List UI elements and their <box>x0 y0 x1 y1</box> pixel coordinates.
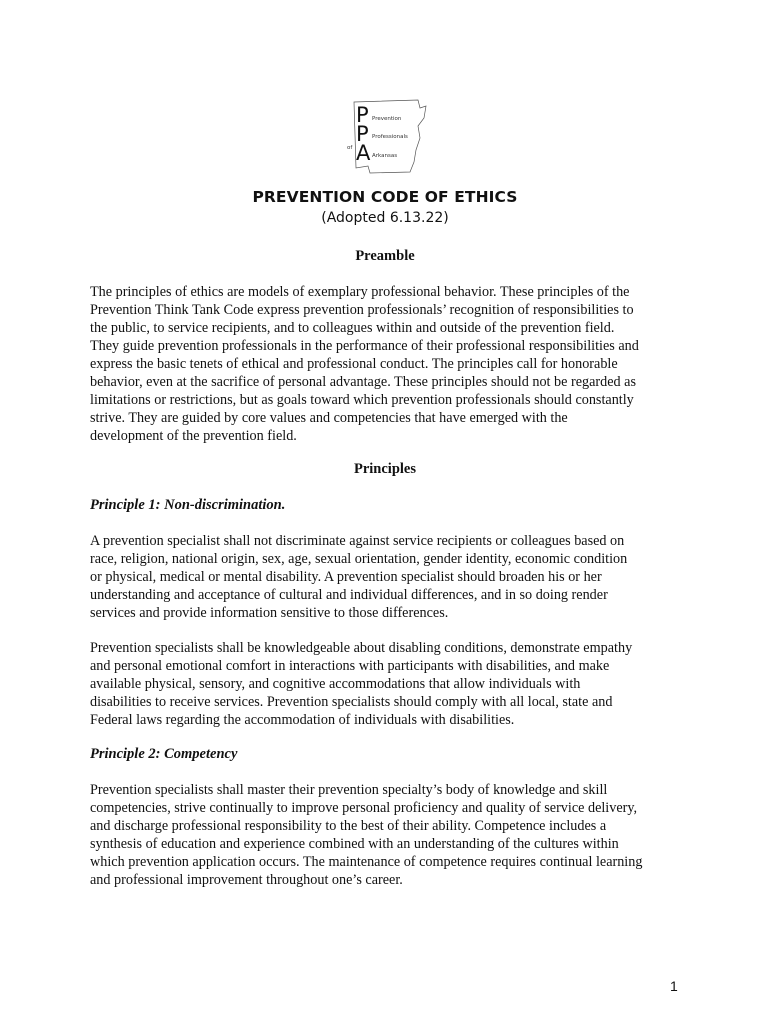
principle-1-paragraph-1 <box>90 532 690 622</box>
text-line: limitations or restrictions, but as goals toward which prevention professionals should constantly <box>90 392 634 408</box>
logo-letter-3: A <box>356 141 371 165</box>
logo-word-4: Arkansas <box>372 153 398 159</box>
logo-letter-1: P <box>356 103 369 127</box>
text-line: and discharge professional responsibility to the best of their ability. Competence includes a <box>90 818 607 834</box>
text-line: available physical, sensory, and cognitive accommodations that allow individuals with <box>90 676 581 692</box>
principle-1-heading: Principle 1: Non-discrimination. <box>90 497 286 513</box>
principle-1-paragraph-2 <box>90 639 690 729</box>
text-line: development of the prevention field. <box>90 428 297 444</box>
logo-letter-2: P <box>356 122 369 146</box>
text-line: Prevention Think Tank Code express prevention professionals’ recognition of responsibilities to <box>90 302 634 318</box>
principle-2-heading: Principle 2: Competency <box>90 746 238 762</box>
preamble-paragraph <box>90 283 690 445</box>
ppa-logo <box>340 98 432 178</box>
logo-word-1: Prevention <box>372 116 402 122</box>
text-line: and professional improvement throughout one’s career. <box>90 872 403 888</box>
ppa-logo-graphic <box>340 98 432 178</box>
text-line: competencies, strive continually to improve personal proficiency and quality of service delivery, <box>90 800 638 816</box>
text-line: behavior, even at the sacrifice of personal advantage. These principles should not be regarded as <box>90 374 636 390</box>
text-line: and personal emotional comfort in interactions with participants with disabilities, and make <box>90 658 610 674</box>
text-line: A prevention specialist shall not discriminate against service recipients or colleagues based on <box>90 533 625 549</box>
principles-heading: Principles <box>353 461 417 477</box>
text-line: race, religion, national origin, sex, age, sexual orientation, gender identity, economic condition <box>90 551 628 567</box>
document-title: PREVENTION CODE OF ETHICS <box>252 188 518 206</box>
document-subtitle: (Adopted 6.13.22) <box>321 210 449 226</box>
principle-2-paragraph-1 <box>90 781 690 889</box>
text-line: which prevention application occurs. The maintenance of competence requires continual learning <box>90 854 643 870</box>
text-line: understanding and acceptance of cultural and individual differences, and in so doing render <box>90 587 608 603</box>
text-line: the public, to service recipients, and to colleagues within and outside of the prevention field. <box>90 320 615 336</box>
text-line: disabilities to receive services. Prevention specialists should comply with all local, state and <box>90 694 613 710</box>
text-line: They guide prevention professionals in the performance of their professional responsibilities and <box>90 338 639 354</box>
text-line: express the basic tenets of ethical and professional conduct. The principles call for honorable <box>90 356 618 372</box>
text-line: Prevention specialists shall be knowledgeable about disabling conditions, demonstrate empathy <box>90 640 633 656</box>
preamble-heading: Preamble <box>355 248 415 264</box>
text-line: or physical, medical or mental disability. A prevention specialist should broaden his or her <box>90 569 602 585</box>
text-line: services and provide information sensitive to those differences. <box>90 605 449 621</box>
text-line: Federal laws regarding the accommodation of individuals with disabilities. <box>90 712 515 728</box>
text-line: strive. They are guided by core values and competencies that have emerged with the <box>90 410 568 426</box>
logo-word-3: of <box>347 145 353 151</box>
text-line: synthesis of education and experience combined with an understanding of the cultures within <box>90 836 619 852</box>
logo-word-2: Professionals <box>372 134 408 140</box>
page-number: 1 <box>670 978 678 994</box>
text-line: The principles of ethics are models of exemplary professional behavior. These principles of the <box>90 284 630 300</box>
text-line: Prevention specialists shall master their prevention specialty’s body of knowledge and skill <box>90 782 608 798</box>
